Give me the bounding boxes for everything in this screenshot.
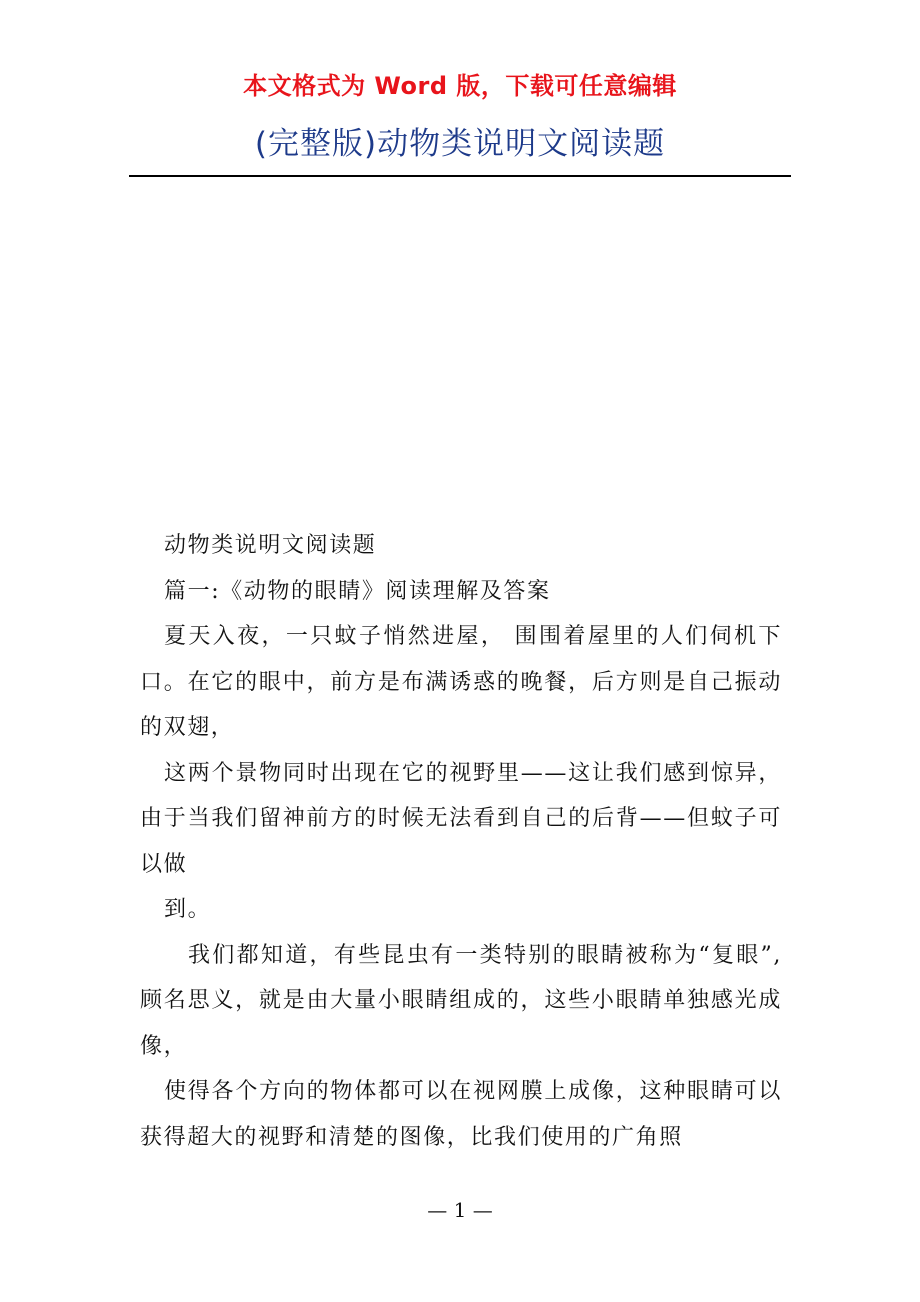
paragraph: 使得各个方向的物体都可以在视网膜上成像，这种眼睛可以获得超大的视野和清楚的图像，比我们使用的广角照 (140, 1079, 782, 1150)
paragraph: 夏天入夜，一只蚊子悄然进屋， 围围着屋里的人们伺机下口。在它的眼中，前方是布满诱惑的晚餐，后方则是自己振动的双翅， (140, 624, 782, 740)
document-body (140, 523, 782, 1160)
section-heading: 篇一:《动物的眼睛》阅读理解及答案 (164, 578, 551, 604)
paragraph: 这两个景物同时出现在它的视野里——这让我们感到惊异，由于当我们留神前方的时候无法看到自己的后背——但蚊子可以做 (140, 760, 782, 877)
header-divider (129, 175, 791, 177)
document-title: (完整版)动物类说明文阅读题 (254, 126, 666, 162)
format-notice: 本文格式为 Word 版，下载可任意编辑 (243, 72, 677, 100)
page-number: — 1 — (427, 1198, 493, 1222)
paragraph: 我们都知道，有些昆虫有一类特别的眼睛被称为“复眼”,顾名思义，就是由大量小眼睛组成的，这些小眼睛单独感光成像， (140, 942, 782, 1059)
body-subtitle: 动物类说明文阅读题 (164, 533, 377, 558)
paragraph: 到。 (164, 897, 212, 922)
